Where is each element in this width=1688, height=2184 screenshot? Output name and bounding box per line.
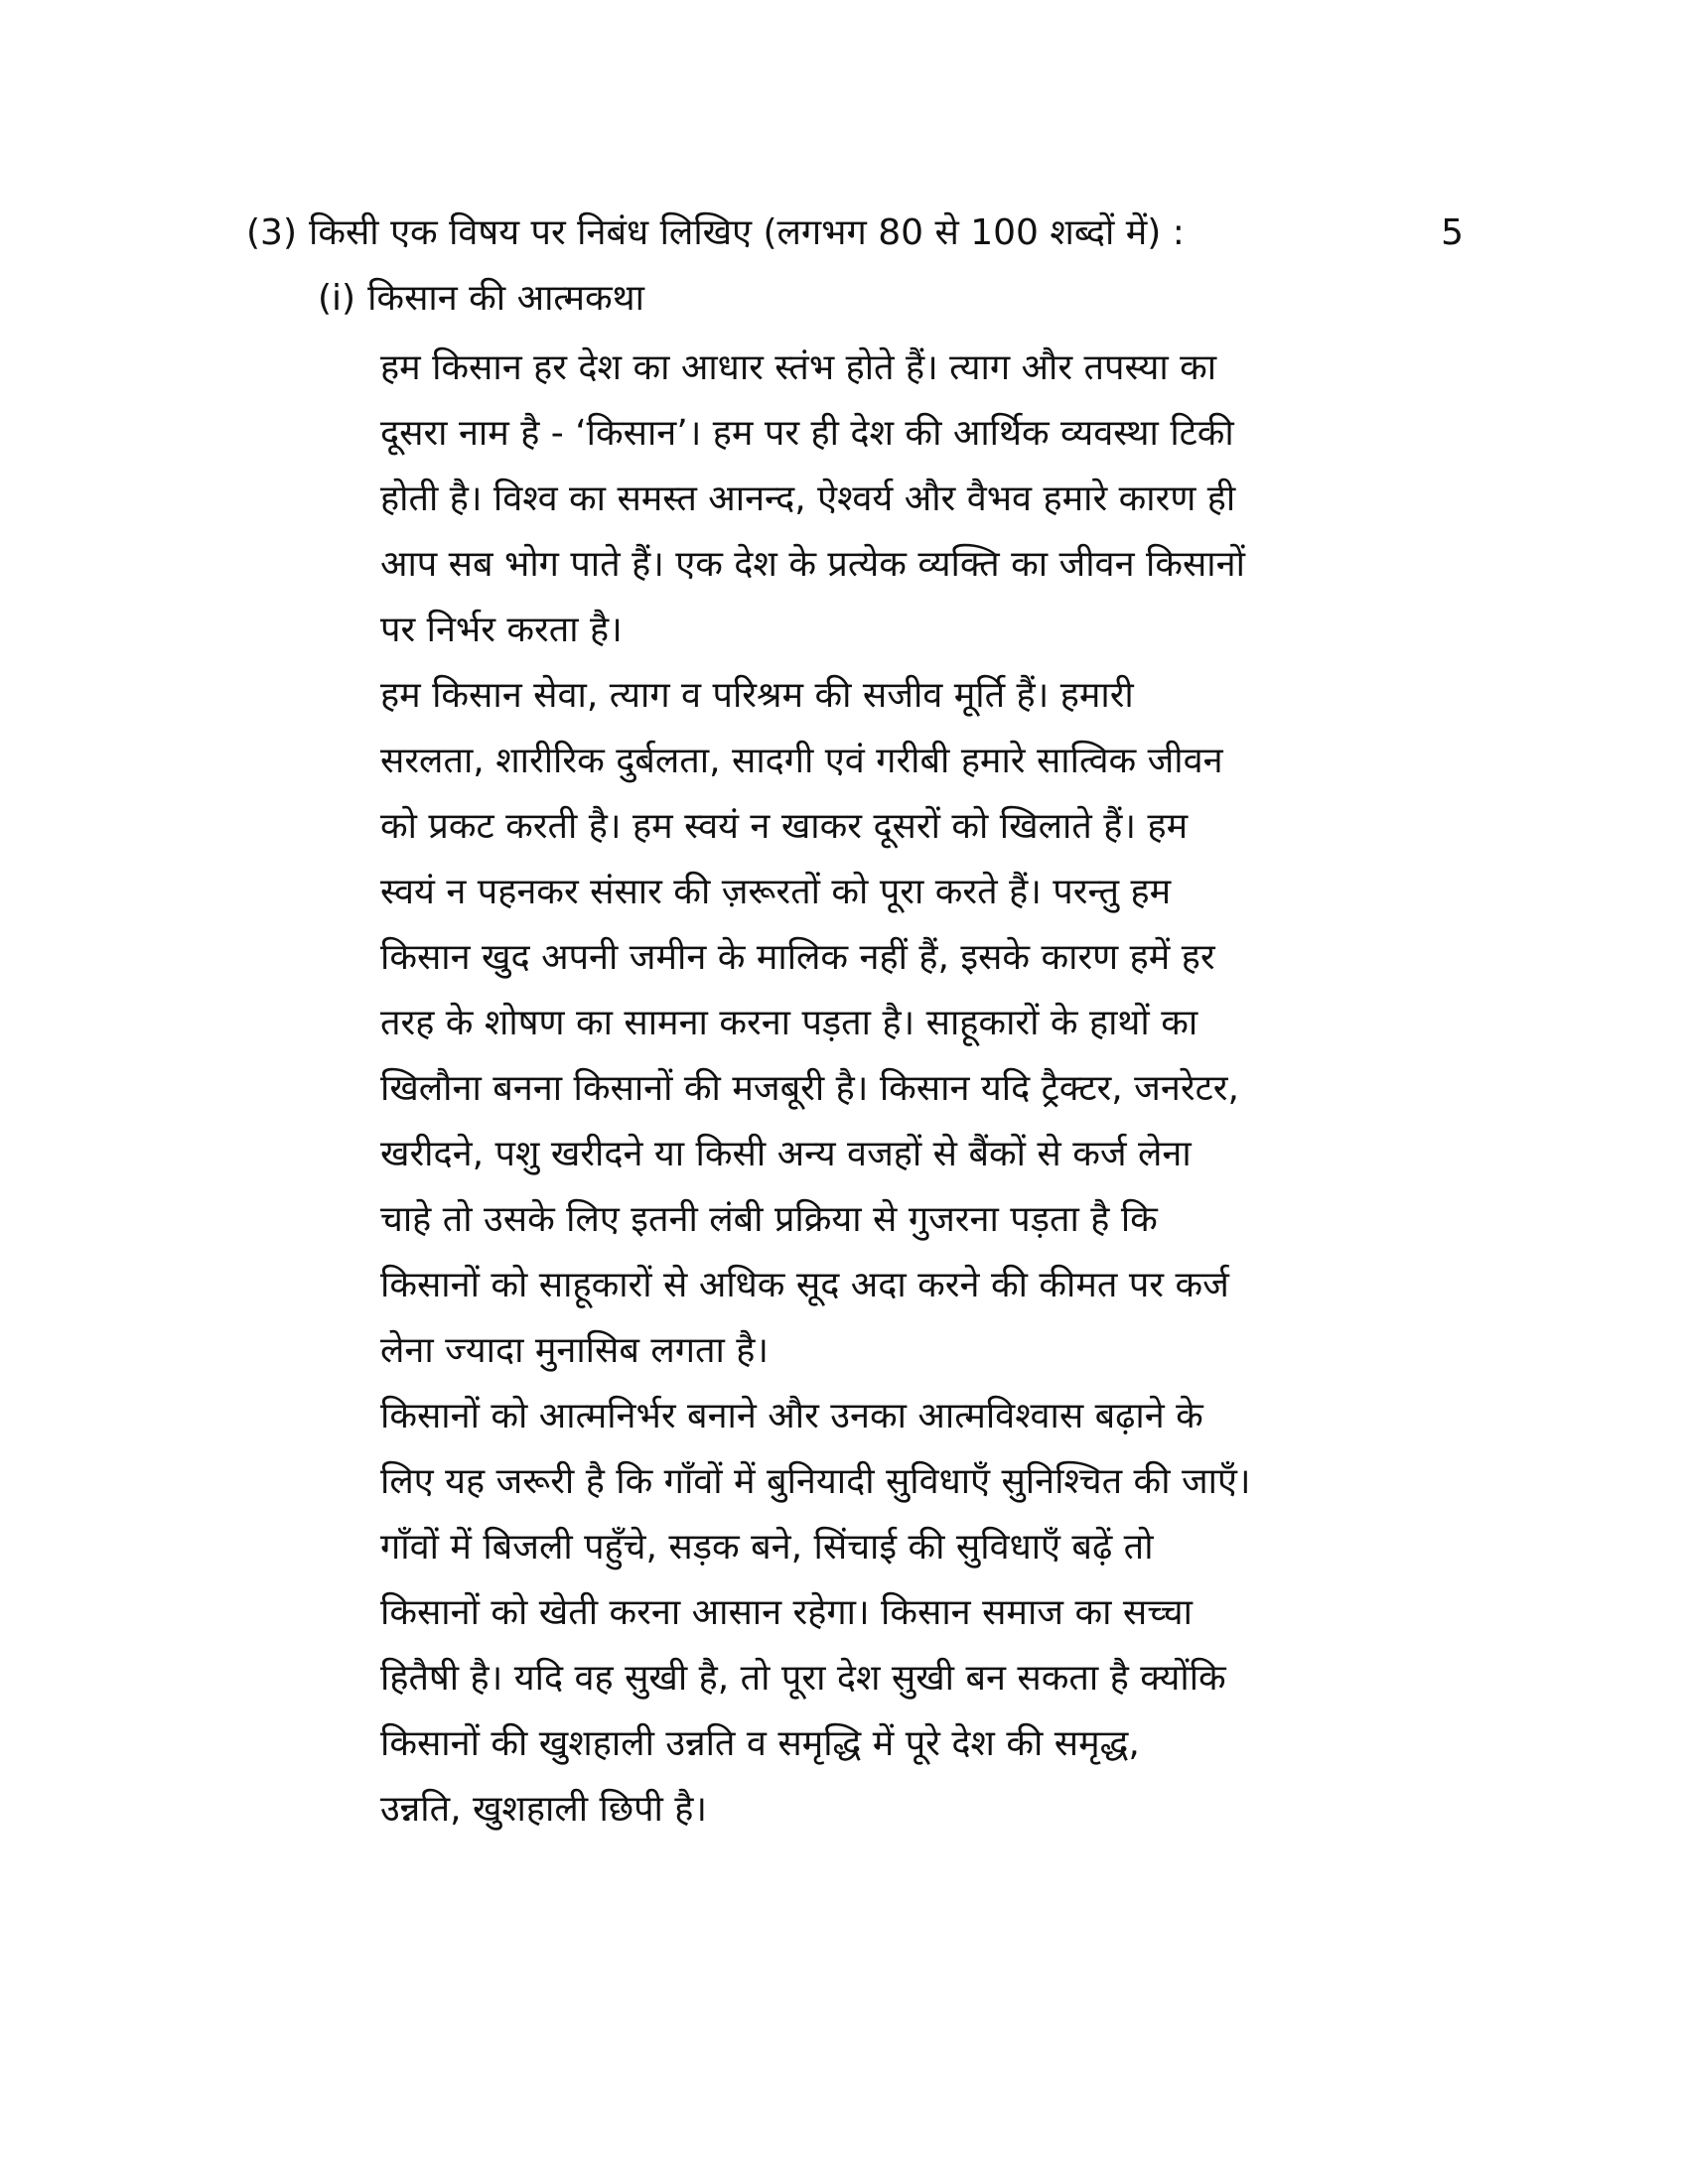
essay-line: दूसरा नाम है - ‘किसान’। हम पर ही देश की आर्थिक व्यवस्था टिकी [380, 413, 1234, 454]
question-text-group [246, 208, 1185, 258]
essay-line: सरलता, शारीरिक दुर्बलता, सादगी एवं गरीबी हमारे सात्विक जीवन [380, 741, 1223, 781]
essay-line: स्वयं न पहनकर संसार की ज़रूरतों को पूरा करते हैं। परन्तु हम [380, 872, 1172, 912]
question-number: (3) [246, 212, 297, 253]
topic-number: (i) [318, 278, 356, 319]
essay-line: पर निर्भर करता है। [380, 610, 623, 650]
essay-line: किसानों को खेती करना आसान रहेगा। किसान समाज का सच्चा [380, 1592, 1193, 1633]
essay-line: खिलौना बनना किसानों की मजबूरी है। किसान यदि ट्रैक्टर, जनरेटर, [380, 1068, 1239, 1109]
essay-line: उन्नति, खुशहाली छिपी है। [380, 1789, 708, 1830]
essay-line: हम किसान सेवा, त्याग व परिश्रम की सजीव मूर्ति हैं। हमारी [380, 675, 1134, 716]
essay-line: खरीदने, पशु खरीदने या किसी अन्य वजहों से बैंकों से कर्ज लेना [380, 1134, 1192, 1174]
essay-body [380, 336, 1473, 1843]
essay-line: हितैषी है। यदि वह सुखी है, तो पूरा देश सुखी बन सकता है क्योंकि [380, 1658, 1226, 1699]
essay-line: तरह के शोषण का सामना करना पड़ता है। साहूकारों के हाथों का [380, 1003, 1198, 1043]
essay-line: लेना ज्यादा मुनासिब लगता है। [380, 1330, 770, 1371]
essay-line: हम किसान हर देश का आधार स्तंभ होते हैं। त्याग और तपस्या का [380, 347, 1217, 388]
essay-line: आप सब भोग पाते हैं। एक देश के प्रत्येक व्यक्ति का जीवन किसानों [380, 544, 1245, 585]
essay-line: चाहे तो उसके लिए इतनी लंबी प्रक्रिया से गुजरना पड़ता है कि [380, 1199, 1158, 1240]
topic-title: किसान की आत्मकथा [367, 278, 644, 319]
essay-line: होती है। विश्व का समस्त आनन्द, ऐश्वर्य और वैभव हमारे कारण ही [380, 478, 1236, 519]
essay-topic-heading [318, 274, 644, 324]
question-instruction: किसी एक विषय पर निबंध लिखिए (लगभग 80 से 100 शब्दों में) : [309, 212, 1185, 253]
essay-line: किसान खुद अपनी जमीन के मालिक नहीं हैं, इसके कारण हमें हर [380, 937, 1215, 978]
question-header [246, 208, 1468, 258]
essay-line: किसानों को साहूकारों से अधिक सूद अदा करने की कीमत पर कर्ज [380, 1265, 1229, 1305]
essay-line: लिए यह जरूरी है कि गाँवों में बुनियादी सुविधाएँ सुनिश्चित की जाएँ। [380, 1461, 1251, 1502]
question-marks: 5 [1441, 212, 1464, 253]
essay-line: को प्रकट करती है। हम स्वयं न खाकर दूसरों को खिलाते हैं। हम [380, 806, 1189, 847]
essay-line: किसानों की खुशहाली उन्नति व समृद्धि में पूरे देश की समृद्ध, [380, 1723, 1140, 1764]
essay-line: गाँवों में बिजली पहुँचे, सड़क बने, सिंचाई की सुविधाएँ बढ़ें तो [380, 1527, 1154, 1568]
essay-line: किसानों को आत्मनिर्भर बनाने और उनका आत्मविश्वास बढ़ाने के [380, 1396, 1203, 1436]
